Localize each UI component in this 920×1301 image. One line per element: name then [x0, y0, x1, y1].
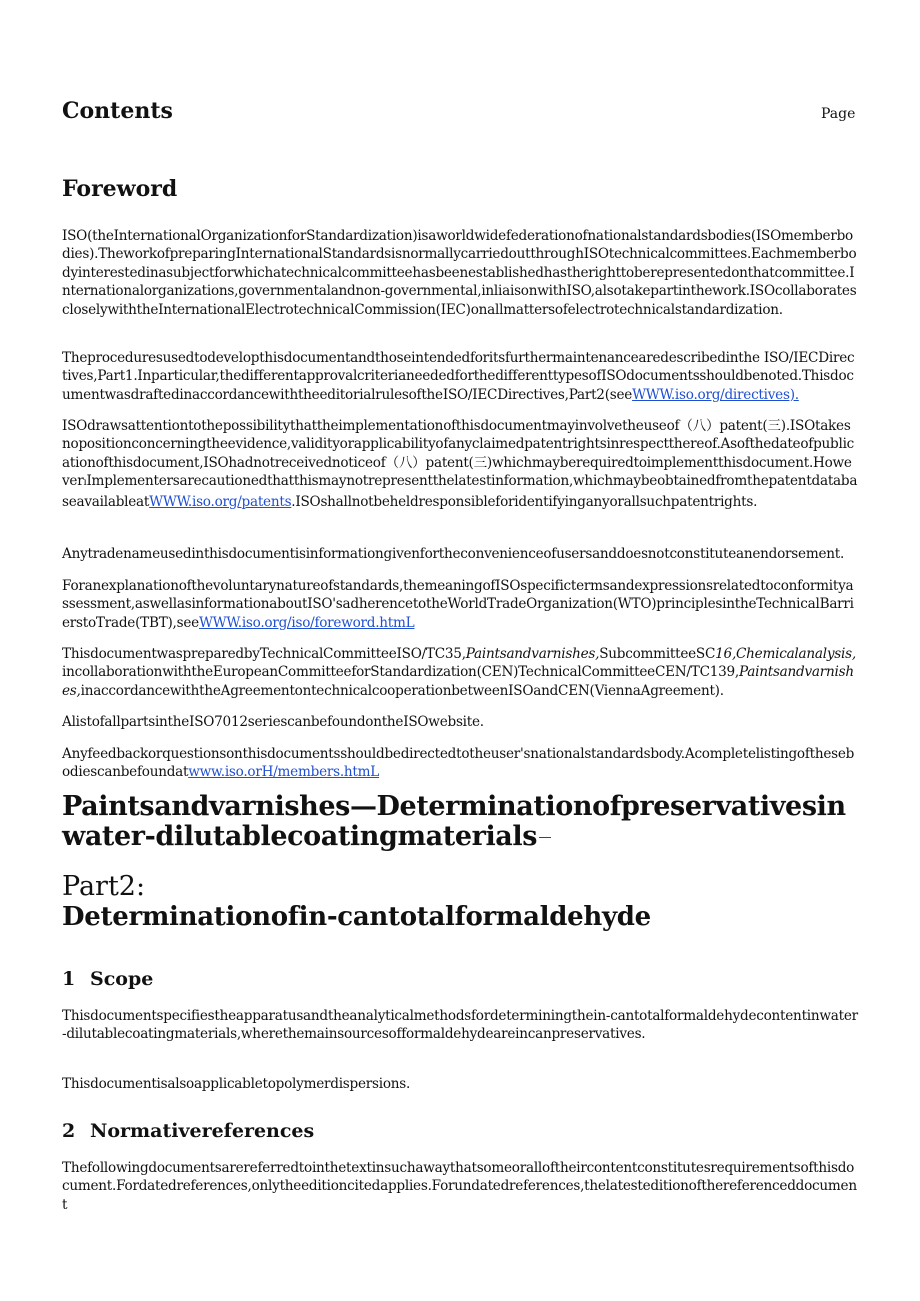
foreword-heading: Foreword [62, 176, 178, 202]
members-link[interactable]: www.iso.orH/members.htmL [188, 764, 380, 781]
cen-title-italic: Paintsandvarnishes, [62, 664, 854, 699]
foreword-paragraph-6 [62, 645, 858, 700]
contents-heading: Contents [62, 98, 173, 124]
committee-text-d: inaccordancewiththeAgreementontechnicalcooperationbetweenISOandCEN(ViennaAgreement). [80, 682, 724, 699]
foreword-paragraph-8 [62, 745, 858, 782]
foreword-link[interactable]: WWW.iso.org/iso/foreword.htmL [198, 614, 415, 631]
foreword-paragraph-5-text: Foranexplanationofthevoluntarynatureofstandards,themeaningofISOspecifictermsandexpressionsrelatedtoconformityassessment,aswellasinformationaboutISO'sadherencetotheWorldTradeOrganization(WTO)principlesintheTechnicalBarrierstoTrade(TBT),see [62, 578, 854, 631]
directives-link[interactable]: WWW.iso.org/directives). [632, 386, 799, 403]
subcommittee-title-italic: 16,Chemicalanalysis, [715, 646, 856, 662]
scope-paragraph-2: Thisdocumentisalsoapplicabletopolymerdispersions. [62, 1076, 411, 1092]
section-normative-number: 2 [62, 1120, 76, 1142]
section-normative-title: Normativereferences [90, 1120, 315, 1142]
document-part-title: Determinationofin-cantotalformaldehyde [62, 902, 651, 932]
document-part-number: Part2: [62, 871, 146, 902]
foreword-paragraph-7: AlistofallpartsintheISO7012seriescanbefoundontheISOwebsite. [62, 714, 484, 730]
committee-text-a: ThisdocumentwaspreparedbyTechnicalCommitteeISO/TC35, [62, 646, 466, 662]
foreword-paragraph-8-text: Anyfeedbackorquestionsonthisdocumentsshouldbedirectedtotheuser'snationalstandardsbody.Acompletelistingofthesebodiescanbefoundat [62, 746, 855, 781]
section-normative-heading [62, 1120, 314, 1142]
foreword-paragraph-1: ISO(theInternationalOrganizationforStandardization)isaworldwidefederationofnationalstandardsbodies(ISOmemberbodies).TheworkofpreparingInternationalStandardsisnormallycarriedoutthroughISOtechnicalcommittees.Eachmemberbodyinterestedinasubjectforwhichatechnicalcommitteehasbeenestablishedhastherighttoberepresentedonthatcommittee.Internationalorganizations,governmentalandnon-governmental,inliaisonwithISO,alsotakepartinthework.ISOcollaboratescloselywiththeInternationalElectrotechnicalCommission(IEC)onallmattersofelectrotechnicalstandardization. [62, 228, 857, 318]
foreword-paragraph-3-text-a: ISOdrawsattentiontothepossibilitythattheimplementationofthisdocumentmayinvolvetheuseof（八）patent(三).ISOtakesnopositionconcerningtheevidence,validityorapplicabilityofanyclaimedpatentrightsinrespectthereof.Asofthedateofpublicationofthisdocument,ISOhadnotreceivednoticeof（八）patent(三)whichmayberequiredtoimplementthisdocument.However [62, 418, 855, 490]
foreword-paragraph-2-text: Theproceduresusedtodevelopthisdocumentandthoseintendedforitsfurthermaintenancearedescribedinthe ISO/IECDirectives,Part1.Inparticular,thedifferentapprovalcriterianeededforthedifferenttypesofISOdocumentsshouldbenoted.ThisdocumentwasdraftedinaccordancewiththeeditorialrulesoftheISO/IECDirectives,Part2(see [62, 350, 855, 403]
document-main-title-text: Paintsandvarnishes—Determinationofpreservativesinwater-dilutablecoatingmaterials [62, 791, 846, 852]
foreword-paragraph-5 [62, 577, 858, 632]
section-scope-heading [62, 968, 153, 990]
normative-paragraph-1: Thefollowingdocumentsarereferredtointhetextinsuchawaythatsomeoralloftheircontentconstitutesrequirementsofthisdocument.Fordatedreferences,onlytheeditioncitedapplies.Forundatedreferences,thelatesteditionofthereferenceddocument [62, 1160, 857, 1213]
foreword-paragraph-3-text-b: Implementersarecautionedthatthismaynotrepresentthelatestinformation,whichmaybeobtainedfromthepatentdatabaseavailableat [62, 473, 858, 510]
title-dash-mark [539, 837, 551, 838]
committee-title-italic: Paintsandvarnishes, [465, 646, 600, 662]
patents-link[interactable]: WWW.iso.org/patents [149, 493, 292, 510]
page-column-label: Page [821, 106, 856, 122]
committee-text-b: SubcommitteeSC [599, 646, 716, 662]
foreword-paragraph-4: Anytradenameusedinthisdocumentisinformationgivenfortheconvenienceofusersanddoesnotconstituteanendorsement. [62, 546, 845, 562]
foreword-paragraph-3-text-c: .ISOshallnotbeheldresponsibleforidentifyinganyorallsuchpatentrights. [291, 493, 758, 510]
foreword-paragraph-3: ISOdrawsattentiontothepossibilitythattheimplementationofthisdocumentmayinvolvetheuseof（八）patent(三).ISOtakesnopositionconcerningtheevidence,validityorapplicabilityofanyclaimedpatentrightsinrespectthereof.Asofthedateofpublicationofthisdocument,ISOhadnotreceivednoticeof（八）patent(三)whichmayberequiredtoimplementthisdocument.HoweverıImplementersarecautionedthatthismaynotrepresentthelatestinformation,whichmaybeobtainedfromthepatentdatabaseavailableatWWW.iso.org/patents.ISOshallnotbeheldresponsibleforidentifyinganyorallsuchpatentrights. [62, 418, 858, 510]
section-scope-title: Scope [90, 968, 154, 990]
scope-paragraph-1: Thisdocumentspecifiestheapparatusandtheanalyticalmethodsfordeterminingthein-cantotalformaldehydecontentinwater-dilutablecoatingmaterials,wherethemainsourcesofformaldehydeareincanpreservatives. [62, 1008, 858, 1043]
foreword-paragraph-2 [62, 349, 858, 404]
document-main-title [62, 792, 858, 852]
section-scope-number: 1 [62, 968, 76, 990]
committee-text-c: incollaborationwiththeEuropeanCommitteeforStandardization(CEN)TechnicalCommitteeCEN/TC139, [62, 664, 739, 681]
